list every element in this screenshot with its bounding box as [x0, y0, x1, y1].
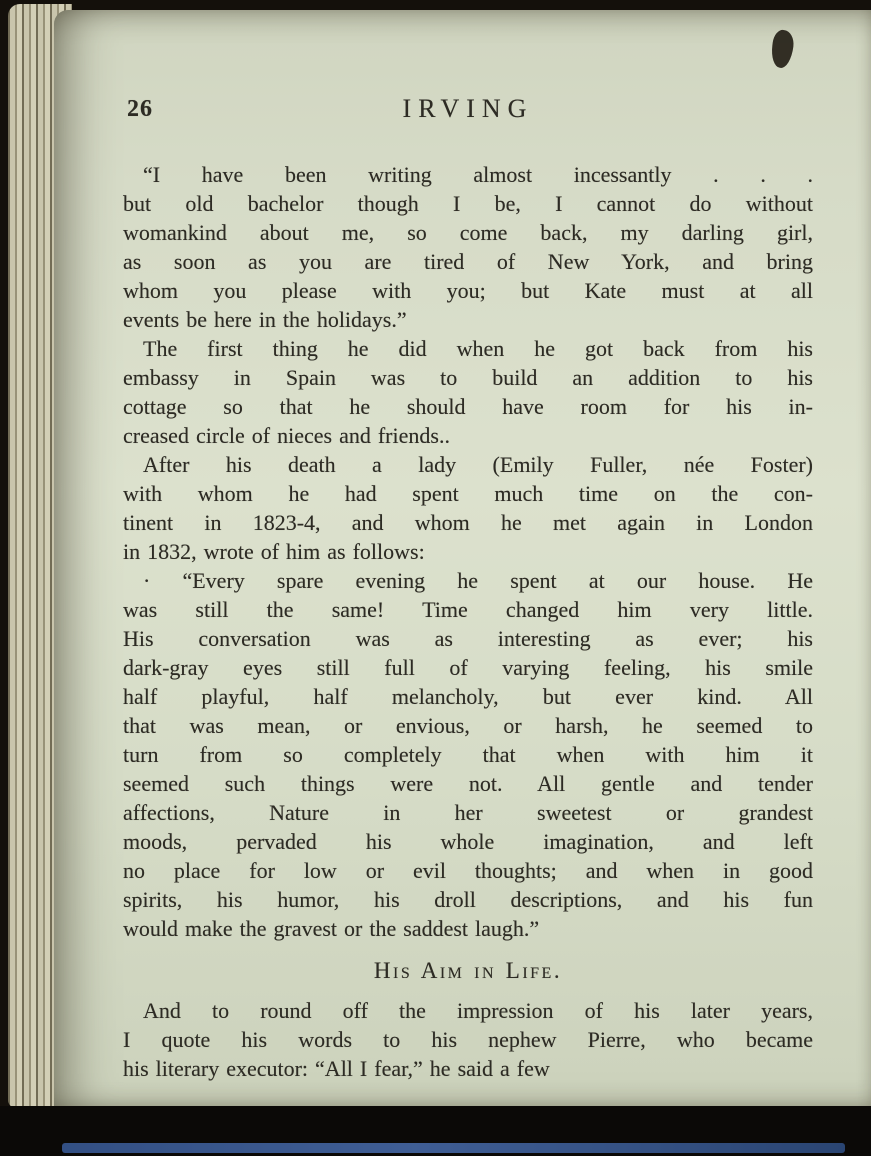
text-line: would make the gravest or the saddest laugh.”	[123, 916, 540, 941]
text-line: womankind about me, so come back, my darling girl,	[123, 220, 813, 245]
paragraph	[123, 334, 813, 450]
ink-blot-mark	[770, 29, 795, 69]
text-line: embassy in Spain was to build an addition to his	[123, 365, 813, 390]
text-line: events be here in the holidays.”	[123, 307, 407, 332]
text-line: his literary executor: “All I fear,” he said a few	[123, 1056, 550, 1081]
text-line: turn from so completely that when with him it	[123, 742, 813, 767]
text-line: half playful, half melancholy, but ever kind. All	[123, 684, 813, 709]
paragraph	[123, 996, 813, 1083]
text-line: I quote his words to his nephew Pierre, who became	[123, 1027, 813, 1052]
scan-bottom-shadow	[0, 1106, 871, 1156]
text-line: tinent in 1823-4, and whom he met again in London	[123, 510, 813, 535]
text-line: seemed such things were not. All gentle and tender	[123, 771, 813, 796]
text-line: whom you please with you; but Kate must at all	[123, 278, 813, 303]
text-line: as soon as you are tired of New York, and bring	[123, 249, 813, 274]
text-line: spirits, his humor, his droll descriptions, and his fun	[123, 887, 813, 912]
text-line: dark-gray eyes still full of varying feeling, his smile	[123, 655, 813, 680]
text-line: with whom he had spent much time on the con-	[123, 481, 813, 506]
book-cover-edge	[62, 1143, 845, 1153]
text-line: but old bachelor though I be, I cannot do without	[123, 191, 813, 216]
running-title: IRVING	[402, 94, 534, 123]
text-line: that was mean, or envious, or harsh, he seemed to	[123, 713, 813, 738]
page-content	[123, 94, 813, 1083]
text-line: cottage so that he should have room for his in-	[123, 394, 813, 419]
paragraph	[123, 160, 813, 334]
page-body	[123, 160, 813, 1083]
text-line: moods, pervaded his whole imagination, and left	[123, 829, 813, 854]
page-number: 26	[127, 96, 153, 122]
text-line: was still the same! Time changed him very little.	[123, 597, 813, 622]
book-page	[54, 10, 871, 1106]
text-line: affections, Nature in her sweetest or grandest	[123, 800, 813, 825]
text-line: “I have been writing almost incessantly . . .	[143, 162, 813, 187]
text-line: And to round off the impression of his later years,	[143, 998, 813, 1023]
text-line: · “Every spare evening he spent at our house. He	[143, 568, 813, 593]
text-line: His conversation was as interesting as ever; his	[123, 626, 813, 651]
paragraph	[123, 450, 813, 566]
paragraph	[123, 566, 813, 943]
section-heading: His Aim in Life.	[373, 958, 563, 983]
text-line: The first thing he did when he got back from his	[143, 336, 813, 361]
text-line: After his death a lady (Emily Fuller, née Foster)	[143, 452, 813, 477]
page-header	[123, 94, 813, 128]
text-line: no place for low or evil thoughts; and when in good	[123, 858, 813, 883]
text-line: in 1832, wrote of him as follows:	[123, 539, 425, 564]
text-line: creased circle of nieces and friends..	[123, 423, 450, 448]
